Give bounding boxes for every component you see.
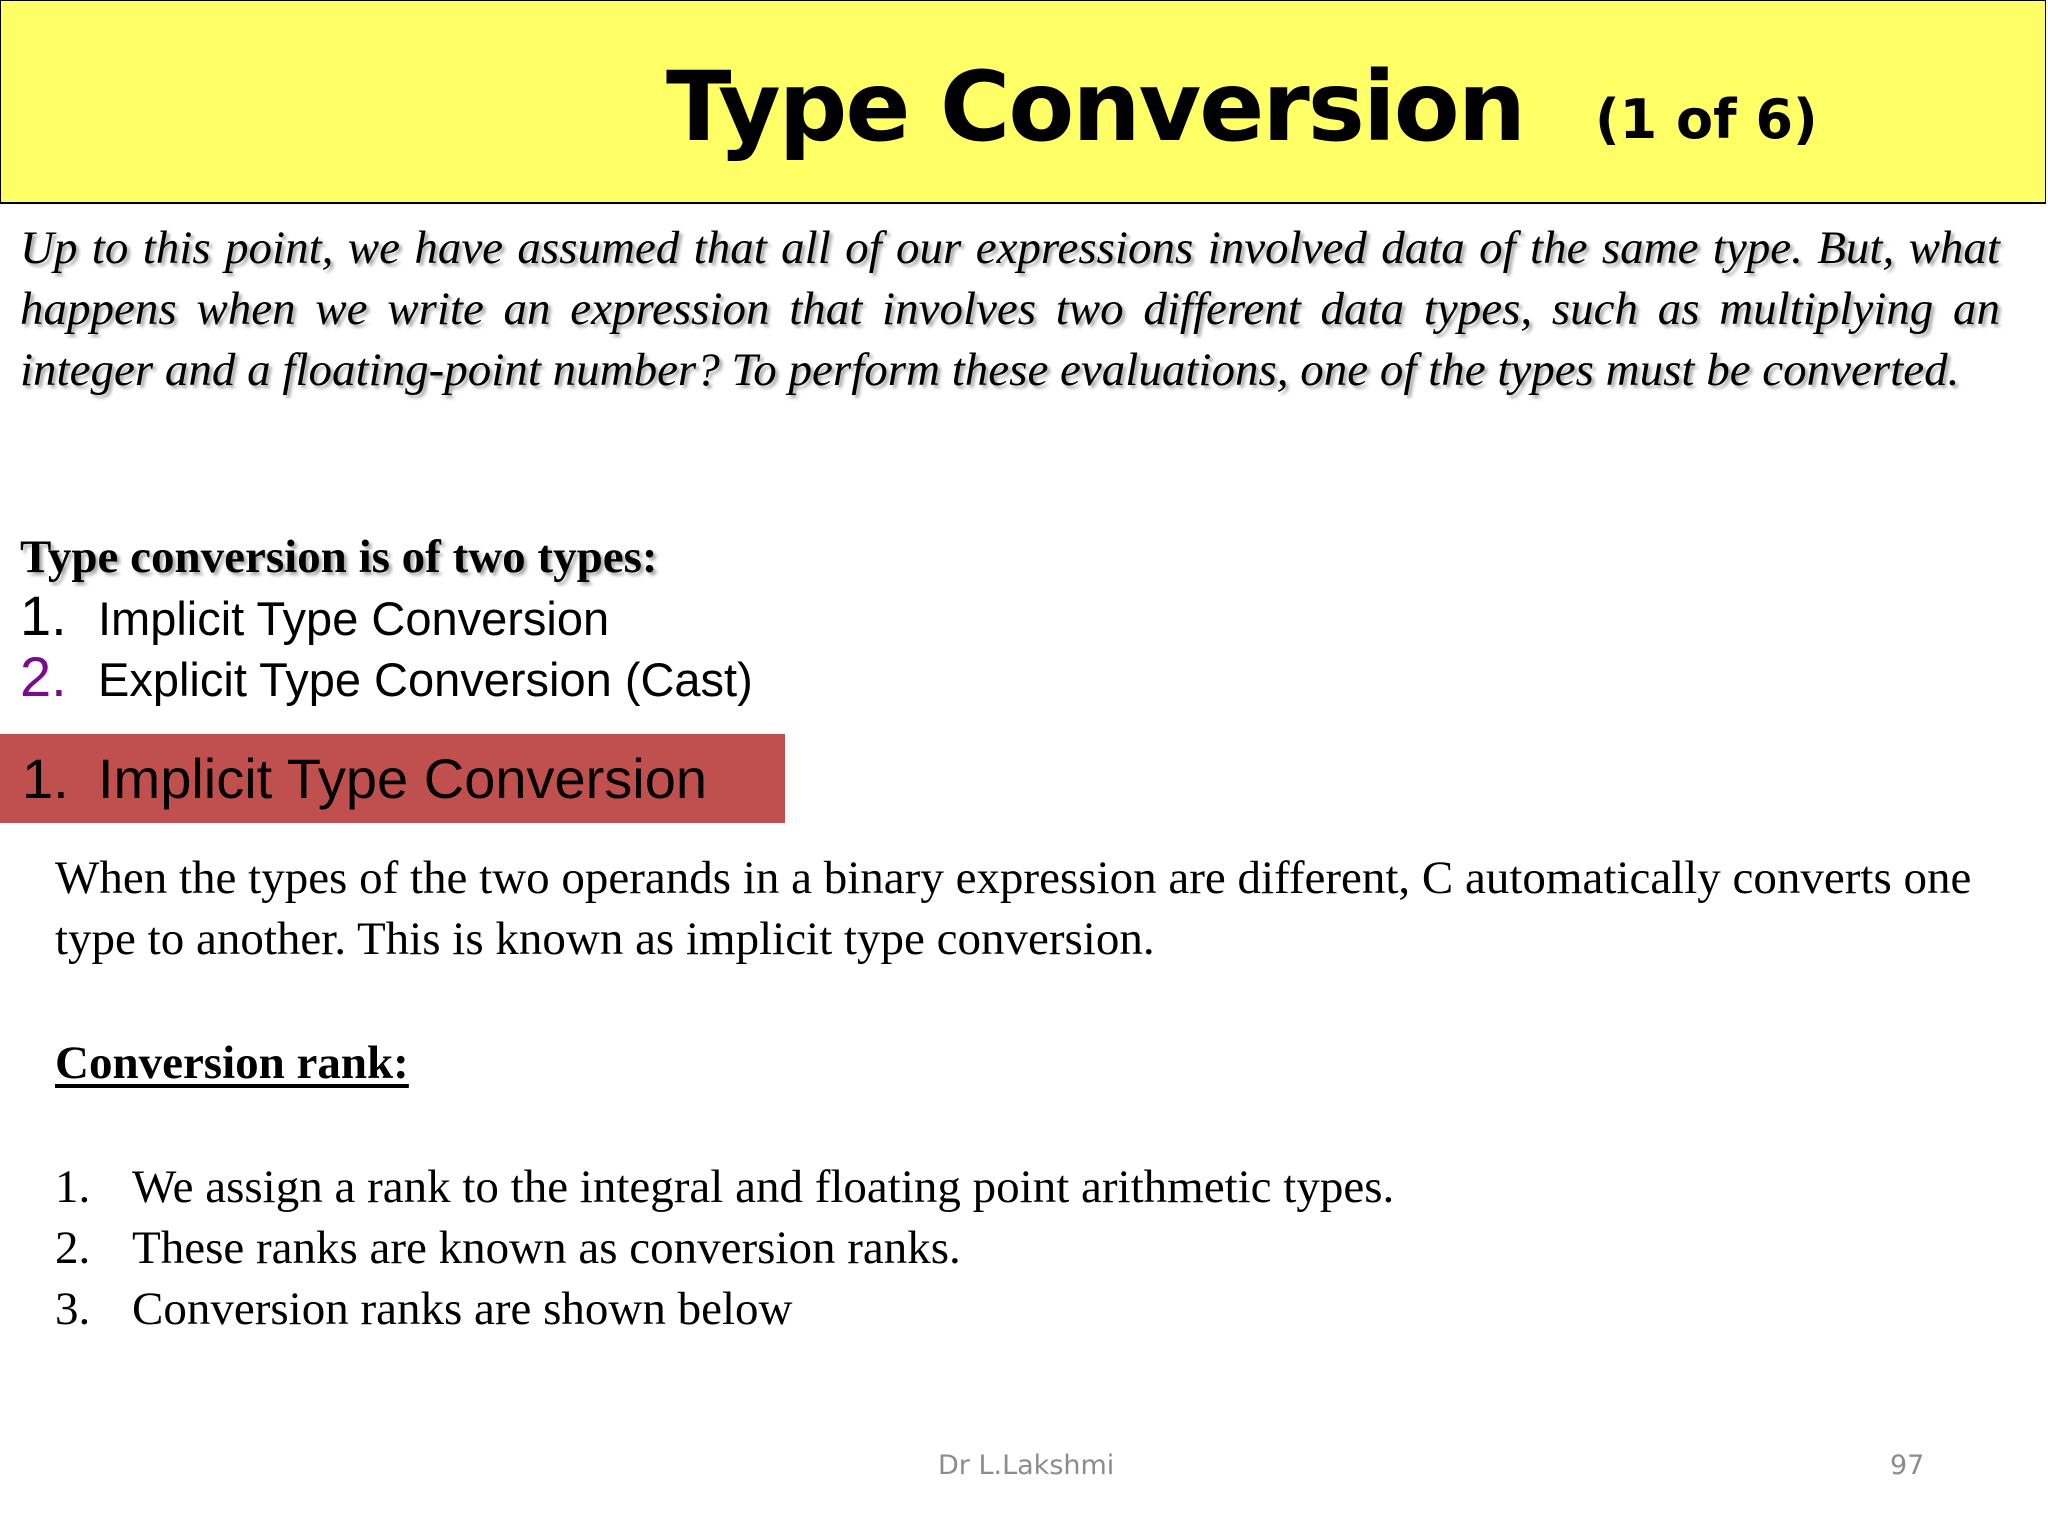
list-item-number: 3. [55,1283,91,1335]
slide-title: Type Conversion [666,51,1525,163]
list-item [55,1157,1394,1218]
conversion-rank-heading: Conversion rank: [55,1037,409,1089]
section-banner-implicit [0,734,785,823]
type-item-explicit [20,647,753,710]
list-item-text: Conversion ranks are shown below [132,1283,793,1335]
list-item-number: 1. [55,1161,91,1213]
list-item-text: We assign a rank to the integral and floating point arithmetic types. [132,1161,1395,1213]
list-item [55,1279,1394,1340]
section-banner-number: 1. [22,747,69,810]
type-item-label: Implicit Type Conversion [98,592,610,645]
list-item-text: These ranks are known as conversion ranks. [132,1222,961,1274]
type-item-number: 2. [20,645,67,708]
slide-count: (1 of 6) [1595,88,1818,151]
type-item-number: 1. [20,584,67,647]
type-item-label: Explicit Type Conversion (Cast) [98,653,753,706]
section-banner-heading [22,744,707,814]
type-item-implicit [20,586,609,649]
section-banner-label: Implicit Type Conversion [98,747,707,810]
list-item-number: 2. [55,1222,91,1274]
intro-paragraph: Up to this point, we have assumed that all of our expressions involved data of the same type. But, what happens when we write an expression that involves two different data types, such as multiplying an integer and a floating-point number? To perform these evaluations, one of the types must be converted. [20,222,2000,396]
footer-author: Dr L.Lakshmi [938,1450,1115,1481]
implicit-description: When the types of the two operands in a binary expression are different, C automatically converts one type to another. This is known as implicit type conversion. [55,852,1972,965]
title-bar [0,0,2046,204]
conversion-rank-list [55,1157,1394,1340]
two-types-heading: Type conversion is of two types: [20,531,658,583]
footer-page-number: 97 [1890,1450,1925,1481]
list-item [55,1218,1394,1279]
